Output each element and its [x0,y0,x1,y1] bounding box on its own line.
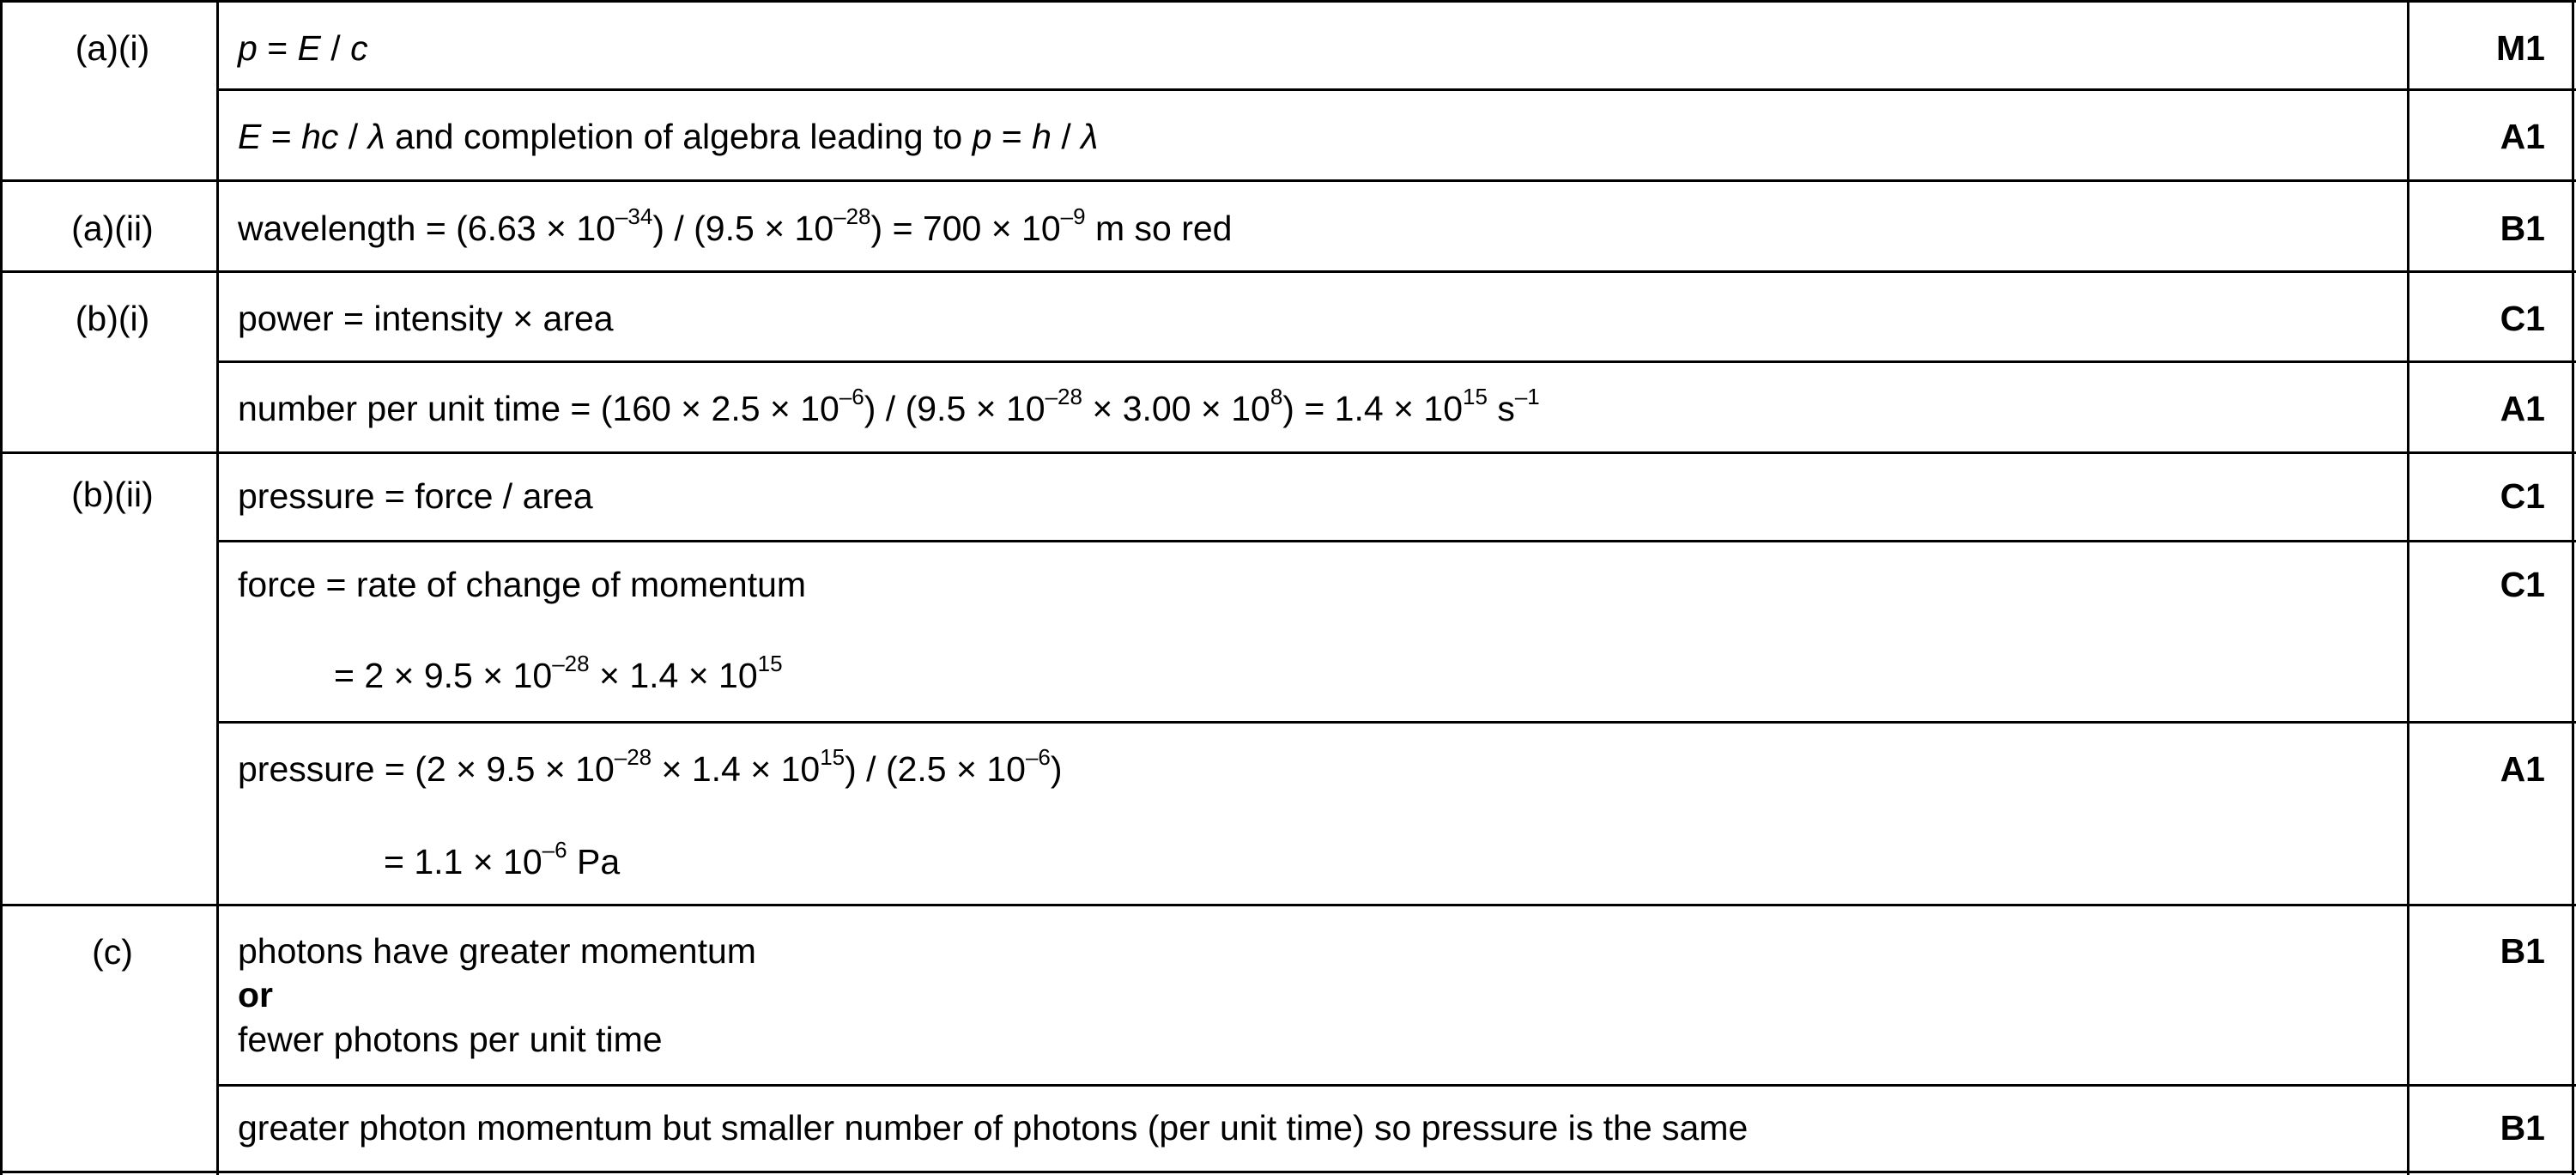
answer-text: pressure = force / area [238,476,593,516]
mark-code: C1 [2500,299,2545,338]
mark-code: C1 [2500,565,2545,604]
answer-text: fewer photons per unit time [238,1020,663,1059]
table-border-left [0,0,3,1175]
column-divider-question [216,0,219,1175]
mark-code: A1 [2500,389,2545,428]
question-label: (b)(i) [75,299,150,338]
mark-code: M1 [2496,28,2545,68]
column-divider-mark [2407,0,2409,1175]
row-divider-partial [216,721,2576,724]
answer-text: photons have greater momentum [238,931,756,971]
row-divider-partial [216,540,2576,542]
mark-code: B1 [2500,1108,2545,1148]
answer-text: force = rate of change of momentum [238,565,807,604]
row-divider-full [0,179,2576,182]
answer-text: p = E / c [238,28,368,68]
row-divider-full [0,270,2576,273]
mark-code: A1 [2500,749,2545,789]
row-divider-full [0,451,2576,454]
answer-text: number per unit time = $(160 \times 2.5 \times 10^{-6}) / (9.5 \times 10^{-28} \times 3.00 \times 10^8) = 1.4 \times 10^{15}$ $s^{-1}$ [238,384,1540,428]
answer-text: greater photon momentum but smaller number of photons (per unit time) so pressure is the same [238,1108,1749,1148]
row-divider-partial [216,360,2576,363]
row-divider-partial [216,1084,2576,1087]
answer-text: or [238,975,273,1014]
table-border-bottom [0,1171,2576,1173]
answer-text: = $2 \times 9.5 \times 10^{-28} \times 1.4 \times 10^{15}$ [334,651,783,695]
question-label: (a)(i) [75,28,150,68]
mark-code: A1 [2500,117,2545,156]
answer-text: pressure = $(2 \times 9.5 \times 10^{-28} \times 1.4 \times 10^{15}) / (2.5 \times 10^{-6})$ [238,744,1063,789]
table-border-right [2572,0,2574,1175]
mark-code: B1 [2500,931,2545,971]
question-label: (a)(ii) [71,209,154,248]
mark-code: C1 [2500,476,2545,516]
table-border-top [0,0,2576,3]
row-divider-partial [216,88,2576,91]
question-label: (b)(ii) [71,475,154,514]
question-label: (c) [92,932,133,972]
answer-text: E = hc / λ and completion of algebra leading to p = h / λ [238,117,1099,156]
answer-text: = $1.1 \times 10^{-6}$ Pa [384,837,621,881]
row-divider-full [0,904,2576,906]
mark-code: B1 [2500,209,2545,248]
answer-text: wavelength = $(6.63 \times 10^{-34}) / (9.5 \times 10^{-28}) = 700 \times 10^{-9}$ m so red [238,203,1233,248]
answer-text: power = intensity × area [238,299,614,338]
